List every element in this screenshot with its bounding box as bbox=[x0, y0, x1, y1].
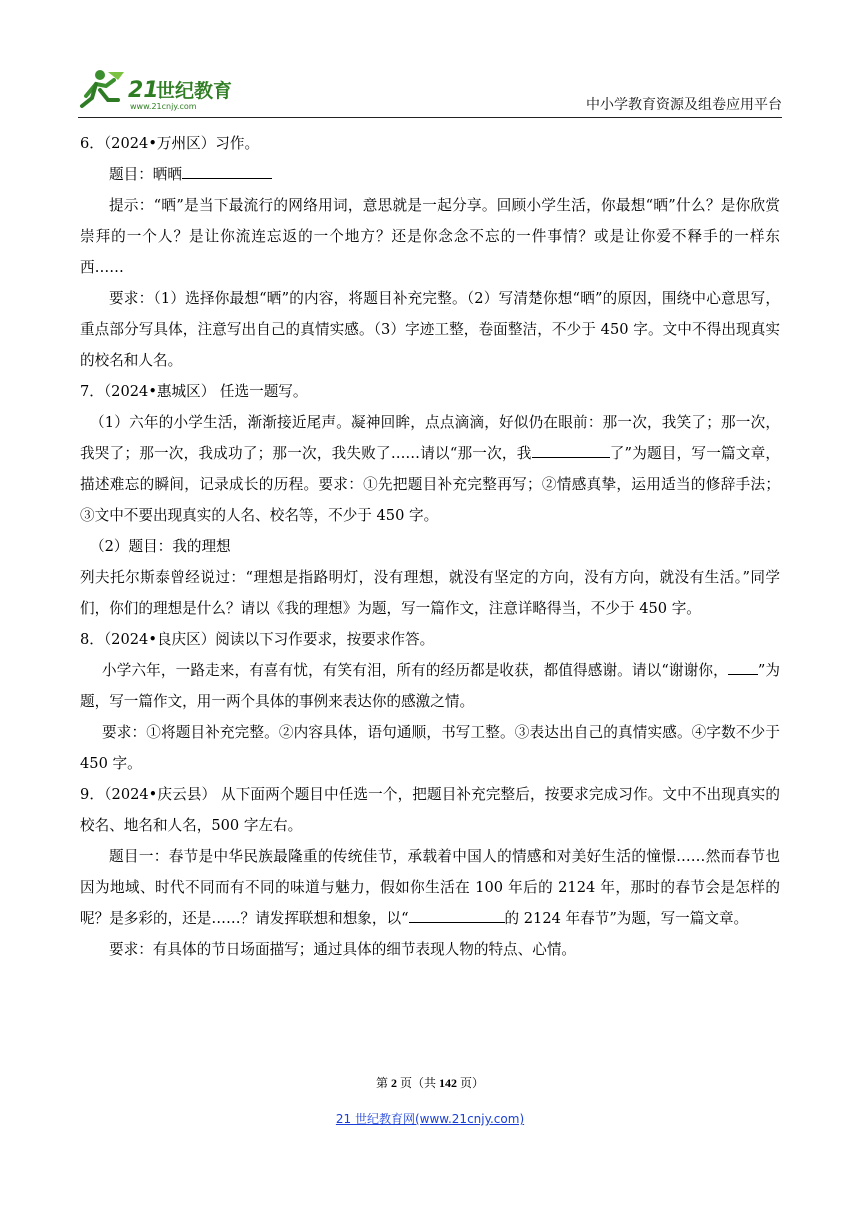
svg-text:www.21cnjy.com: www.21cnjy.com bbox=[130, 102, 197, 111]
header-rule bbox=[78, 117, 782, 118]
question-8-requirements: 要求：①将题目补充完整。②内容具体，语句通顺，书写工整。③表达出自己的真情实感。④字数不少于 450 字。 bbox=[80, 724, 780, 772]
question-8-text bbox=[80, 655, 780, 717]
site-link[interactable]: 21 世纪教育网(www.21cnjy.com) bbox=[335, 1112, 525, 1126]
q8-text-a: 小学六年，一路走来，有喜有忧，有笑有泪，所有的经历都是收获，都值得感谢。请以“谢谢你， bbox=[102, 662, 728, 679]
question-6-title: 题目：晒晒 bbox=[109, 166, 182, 183]
option-1-text-a: （1）六年的小学生活，渐渐接近尾声。凝神回眸，点点滴滴，好似仍在眼前：那一次，我笑了；那一次，我哭了；那一次，我成功了；那一次，我失败了……请以“那一次，我 bbox=[80, 414, 780, 462]
question-6-heading: 6．（2024•万州区）习作。 bbox=[80, 135, 260, 152]
question-6-requirements: 要求：（1）选择你最想“晒”的内容，将题目补充完整。（2）写清楚你想“晒”的原因，围绕中心意思写，重点部分写具体，注意写出自己的真情实感。（3）字迹工整，卷面整洁，不少于 450 字。文中不得出现真实的校名和人名。 bbox=[80, 290, 780, 369]
page-header bbox=[78, 66, 782, 118]
logo-runner-icon bbox=[78, 66, 248, 112]
q8-text-b: ”为题，写一篇作文，用一两个具体的事例来表达你的感激之情。 bbox=[80, 662, 780, 710]
option-1-text-b: 了”为题目，写一篇文章，描述难忘的瞬间，记录成长的历程。要求：①先把题目补充完整再写；②情感真挚，运用适当的修辞手法；③文中不要出现真实的人名、校名等，不少于 450 字。 bbox=[80, 445, 780, 524]
topic-1-text-b: 的 2124 年春节”为题，写一篇文章。 bbox=[504, 910, 749, 927]
question-9-topic-1 bbox=[80, 841, 780, 934]
svg-text:21: 21 bbox=[128, 78, 159, 103]
fill-blank bbox=[728, 659, 758, 675]
page-number: 第 2 页（共 142 页） bbox=[375, 1076, 485, 1090]
document-body bbox=[80, 128, 780, 965]
question-9-heading: 9．（2024•庆云县） 从下面两个题目中任选一个，把题目补充完整后，按要求完成习作。文中不出现真实的校名、地名和人名，500 字左右。 bbox=[80, 786, 780, 834]
topic-1-text-a: 题目一：春节是中华民族最隆重的传统佳节，承载着中国人的情感和对美好生活的憧憬……然而春节也因为地域、时代不同而有不同的味道与魅力，假如你生活在 100 年后的 2124 年，那时的春节会是怎样的呢？是多彩的，还是……？请发挥联想和想象，以“ bbox=[80, 848, 780, 927]
fill-blank bbox=[532, 442, 610, 458]
logo bbox=[78, 66, 248, 112]
question-7-heading: 7．（2024•惠城区） 任选一题写。 bbox=[80, 383, 308, 400]
svg-text:世纪教育: 世纪教育 bbox=[156, 80, 233, 102]
question-7-option-2-title: （2）题目：我的理想 bbox=[90, 538, 231, 555]
question-7-option-2-text: 列夫托尔斯泰曾经说过：“理想是指路明灯，没有理想，就没有坚定的方向，没有方向，就没有生活。”同学们，你们的理想是什么？请以《我的理想》为题，写一篇作文，注意详略得当，不少于 450 字。 bbox=[80, 569, 780, 617]
question-6-title-line bbox=[80, 159, 780, 190]
fill-blank bbox=[182, 163, 272, 179]
site-footer bbox=[0, 1110, 860, 1127]
question-7-option-1 bbox=[80, 407, 780, 531]
platform-name: 中小学教育资源及组卷应用平台 bbox=[586, 97, 782, 113]
question-9-requirements: 要求：有具体的节日场面描写；通过具体的细节表现人物的特点、心情。 bbox=[109, 941, 577, 958]
question-6-hint: 提示：“晒”是当下最流行的网络用词，意思就是一起分享。回顾小学生活，你最想“晒”什么？是你欣赏崇拜的一个人？是让你流连忘返的一个地方？还是你念念不忘的一件事情？或是让你爱不释手的一样东西…… bbox=[80, 197, 780, 276]
fill-blank bbox=[409, 907, 505, 923]
question-8-heading: 8．（2024•良庆区）阅读以下习作要求，按要求作答。 bbox=[80, 631, 435, 648]
